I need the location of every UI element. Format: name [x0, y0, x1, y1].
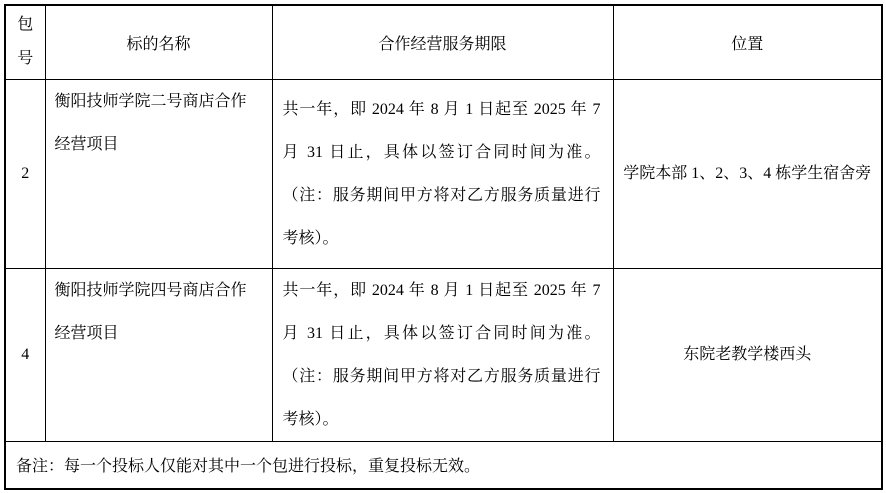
location-cell: 东院老教学楼西头	[613, 268, 882, 441]
table-note-row	[5, 441, 882, 489]
package-no-cell: 4	[5, 268, 45, 441]
table-row-package-2	[5, 79, 882, 268]
subject-name-cell: 衡阳技师学院二号商店合作经营项目	[45, 79, 272, 268]
note-cell: 备注：每一个投标人仅能对其中一个包进行投标，重复投标无效。	[5, 441, 882, 489]
subject-name-cell: 衡阳技师学院四号商店合作经营项目	[45, 268, 272, 441]
header-service-period: 合作经营服务期限	[272, 5, 613, 79]
header-package-no-line2: 号	[17, 50, 34, 68]
table-row-package-4	[5, 268, 882, 441]
bid-packages-table	[4, 4, 883, 490]
header-package-no	[5, 5, 45, 79]
header-location: 位置	[613, 5, 882, 79]
package-no-cell: 2	[5, 79, 45, 268]
location-cell: 学院本部 1、2、3、4 栋学生宿舍旁	[613, 79, 882, 268]
table-header-row	[5, 5, 882, 79]
service-period-cell: 共一年，即 2024 年 8 月 1 日起至 2025 年 7 月 31 日止，具体以签订合同时间为准。（注：服务期间甲方将对乙方服务质量进行考核）。	[272, 79, 613, 268]
header-subject-name: 标的名称	[45, 5, 272, 79]
service-period-cell: 共一年，即 2024 年 8 月 1 日起至 2025 年 7 月 31 日止，具体以签订合同时间为准。（注：服务期间甲方将对乙方服务质量进行考核）。	[272, 268, 613, 441]
header-package-no-line1: 包	[17, 16, 34, 34]
